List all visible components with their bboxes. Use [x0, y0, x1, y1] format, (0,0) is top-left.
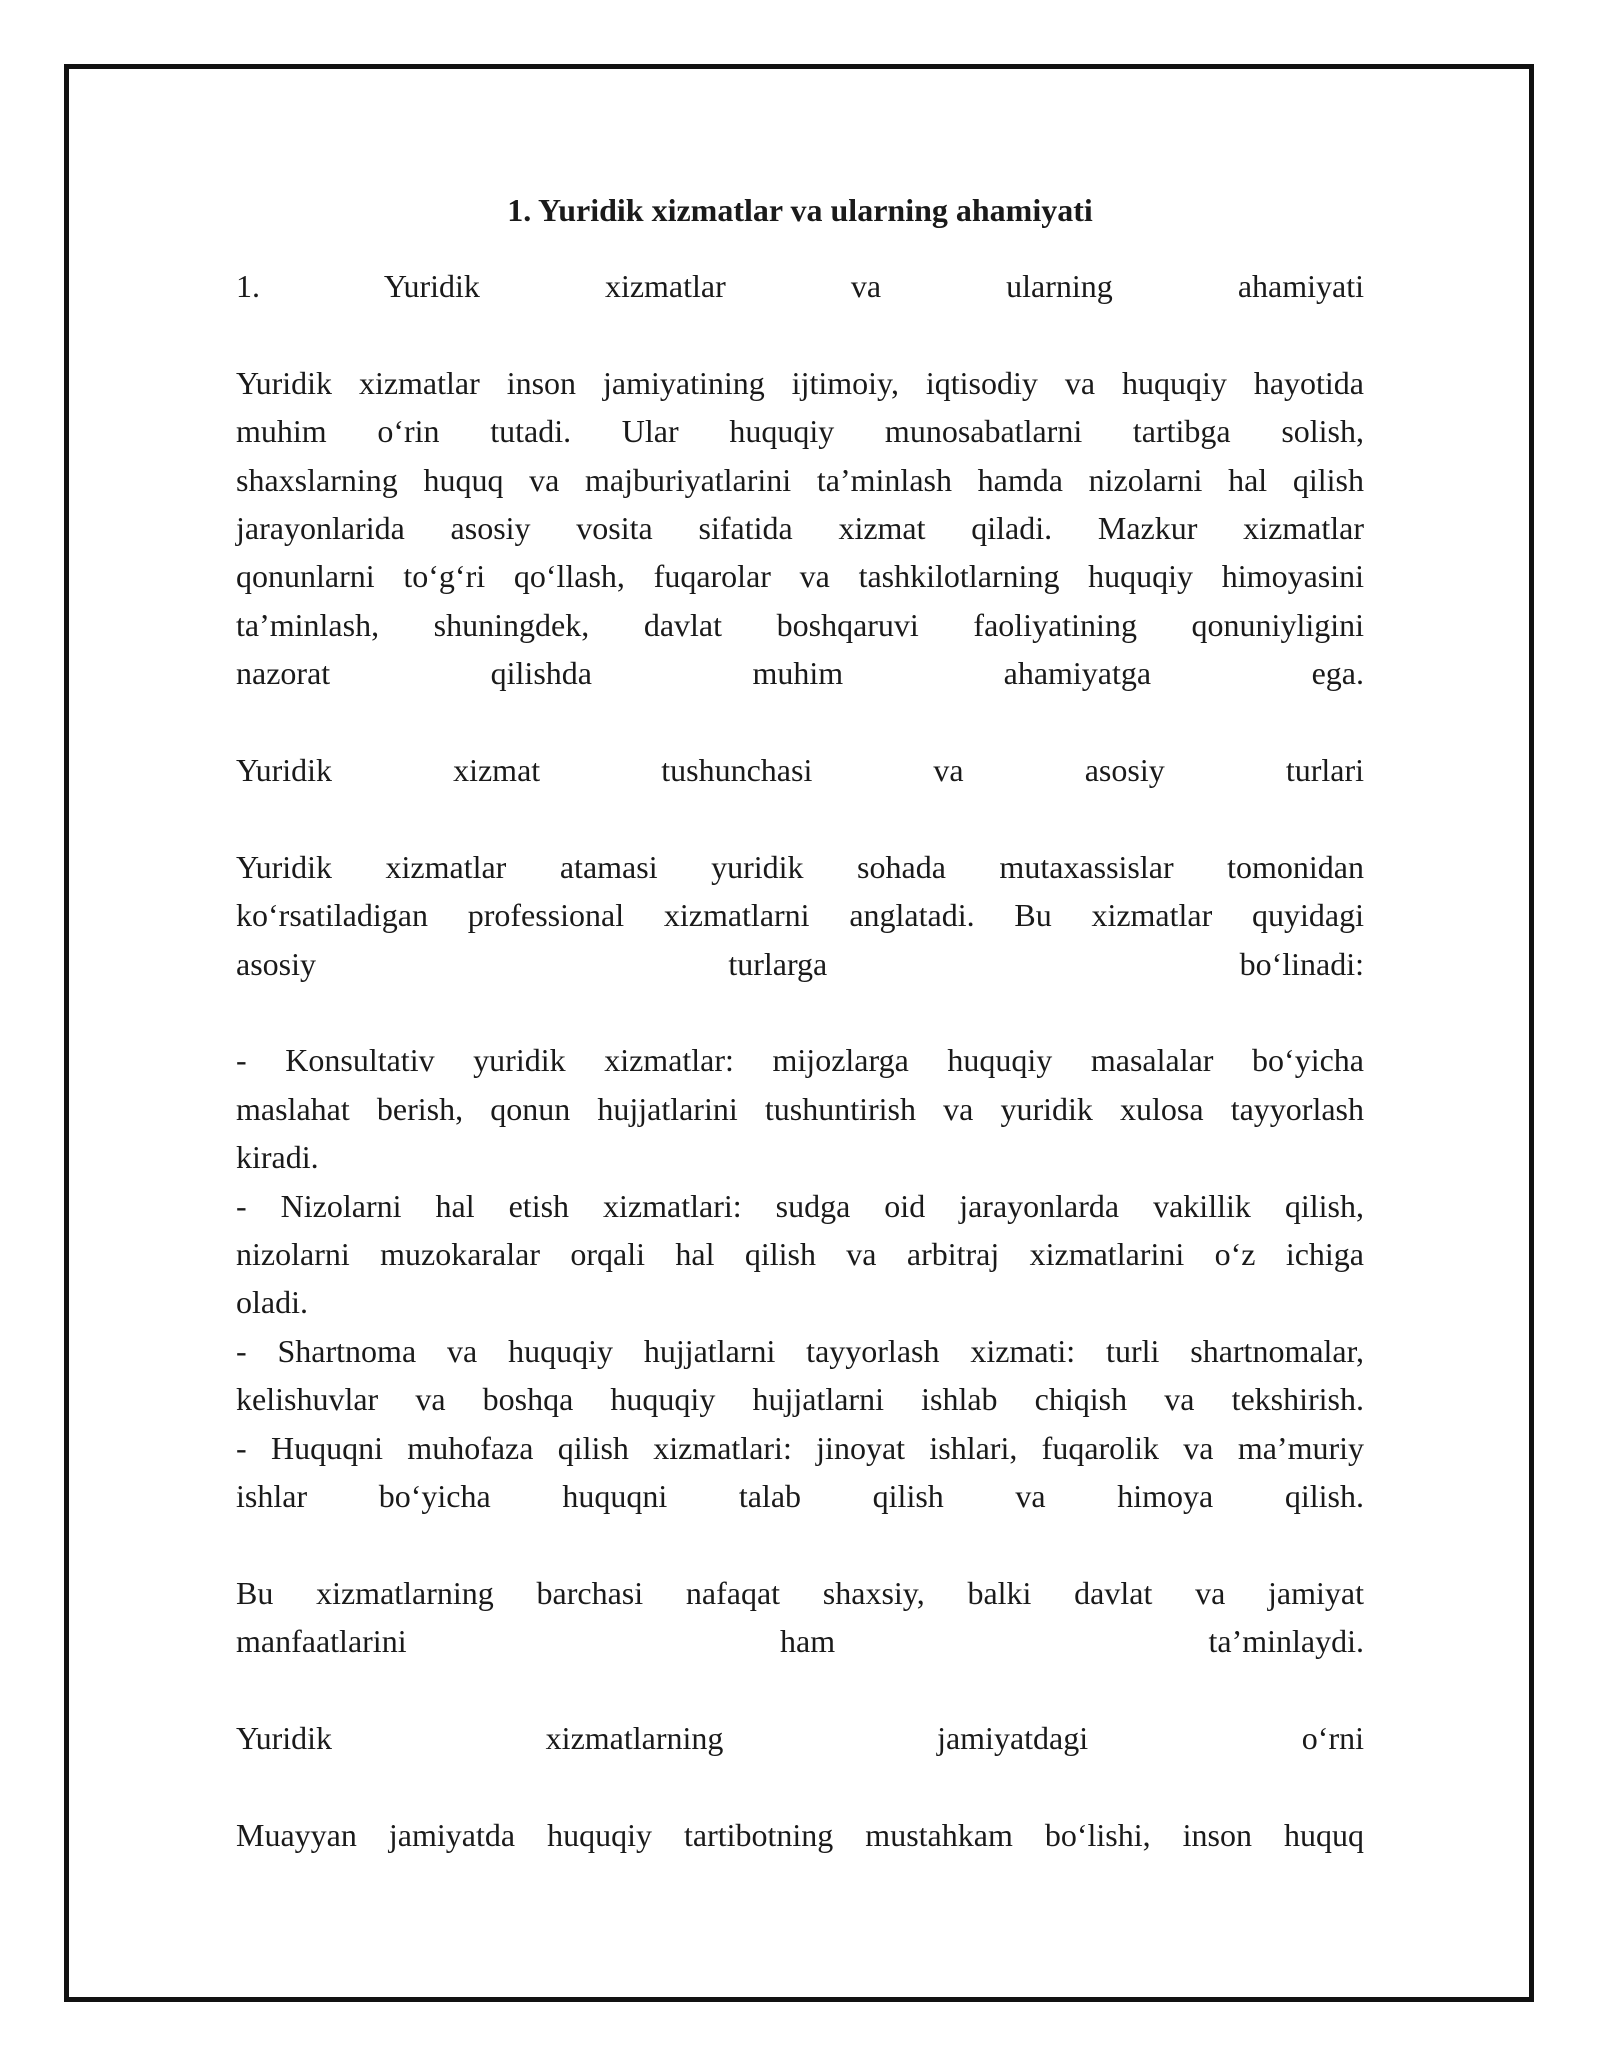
paragraph — [236, 1714, 1364, 1762]
text-line: 1. Yuridik xizmatlar va ularning ahamiyati — [236, 268, 1364, 304]
paragraph — [236, 1036, 1364, 1520]
paragraph — [236, 359, 1364, 698]
paragraph — [236, 262, 1364, 310]
document-text — [236, 262, 1364, 1859]
text-line: ta’minlash, shuningdek, davlat boshqaruvi faoliyatining qonuniyligini — [236, 606, 1364, 643]
paragraph-gap — [236, 698, 1364, 746]
paragraph-gap — [236, 988, 1364, 1036]
text-line: oladi. — [236, 1284, 308, 1321]
text-line: - Huquqni muhofaza qilish xizmatlari: jinoyat ishlari, fuqarolik va ma’muriy — [236, 1429, 1364, 1466]
paragraph — [236, 843, 1364, 988]
text-line: - Nizolarni hal etish xizmatlari: sudga oid jarayonlarda vakillik qilish, — [236, 1187, 1364, 1224]
text-line: manfaatlarini ham ta’minlaydi. — [236, 1623, 1364, 1660]
text-line: jarayonlarida asosiy vosita sifatida xizmat qiladi. Mazkur xizmatlar — [236, 510, 1364, 547]
paragraph-gap — [236, 1763, 1364, 1811]
text-line: ko‘rsatiladigan professional xizmatlarni anglatadi. Bu xizmatlar quyidagi — [236, 897, 1364, 934]
text-line: ishlar bo‘yicha huquqni talab qilish va himoya qilish. — [236, 1478, 1364, 1515]
document-title: 1. Yuridik xizmatlar va ularning ahamiyati — [507, 192, 1093, 228]
text-line: kelishuvlar va boshqa huquqiy hujjatlarni ishlab chiqish va tekshirish. — [236, 1381, 1364, 1418]
paragraph-gap — [236, 310, 1364, 358]
text-line: - Shartnoma va huquqiy hujjatlarni tayyorlash xizmati: turli shartnomalar, — [236, 1332, 1364, 1369]
paragraph — [236, 1811, 1364, 1859]
text-line: Bu xizmatlarning barchasi nafaqat shaxsiy, balki davlat va jamiyat — [236, 1574, 1364, 1611]
text-line: nizolarni muzokaralar orqali hal qilish va arbitraj xizmatlarini o‘z ichiga — [236, 1236, 1364, 1273]
text-line: qonunlarni to‘g‘ri qo‘llash, fuqarolar va tashkilotlarning huquqiy himoyasini — [236, 558, 1364, 595]
text-line: Yuridik xizmatlar inson jamiyatining ijtimoiy, iqtisodiy va huquqiy hayotida — [236, 364, 1364, 401]
paragraph — [236, 1569, 1364, 1666]
paragraph-gap — [236, 794, 1364, 842]
text-line: asosiy turlarga bo‘linadi: — [236, 945, 1364, 982]
text-line: Yuridik xizmatlarning jamiyatdagi o‘rni — [236, 1720, 1364, 1757]
text-line: kiradi. — [236, 1139, 319, 1176]
text-line: Yuridik xizmat tushunchasi va asosiy turlari — [236, 752, 1364, 789]
text-line: maslahat berish, qonun hujjatlarini tushuntirish va yuridik xulosa tayyorlash — [236, 1090, 1364, 1127]
text-line: Yuridik xizmatlar atamasi yuridik sohada mutaxassislar tomonidan — [236, 848, 1364, 885]
paragraph-gap — [236, 1666, 1364, 1714]
paragraph — [236, 746, 1364, 794]
text-line: shaxslarning huquq va majburiyatlarini ta’minlash hamda nizolarni hal qilish — [236, 461, 1364, 498]
paragraph-gap — [236, 1521, 1364, 1569]
text-line: Muayyan jamiyatda huquqiy tartibotning mustahkam bo‘lishi, inson huquq — [236, 1816, 1364, 1853]
text-line: muhim o‘rin tutadi. Ular huquqiy munosabatlarni tartibga solish, — [236, 413, 1364, 450]
document-body — [236, 186, 1364, 1859]
text-line: - Konsultativ yuridik xizmatlar: mijozlarga huquqiy masalalar bo‘yicha — [236, 1042, 1364, 1079]
text-line: nazorat qilishda muhim ahamiyatga ega. — [236, 655, 1364, 692]
